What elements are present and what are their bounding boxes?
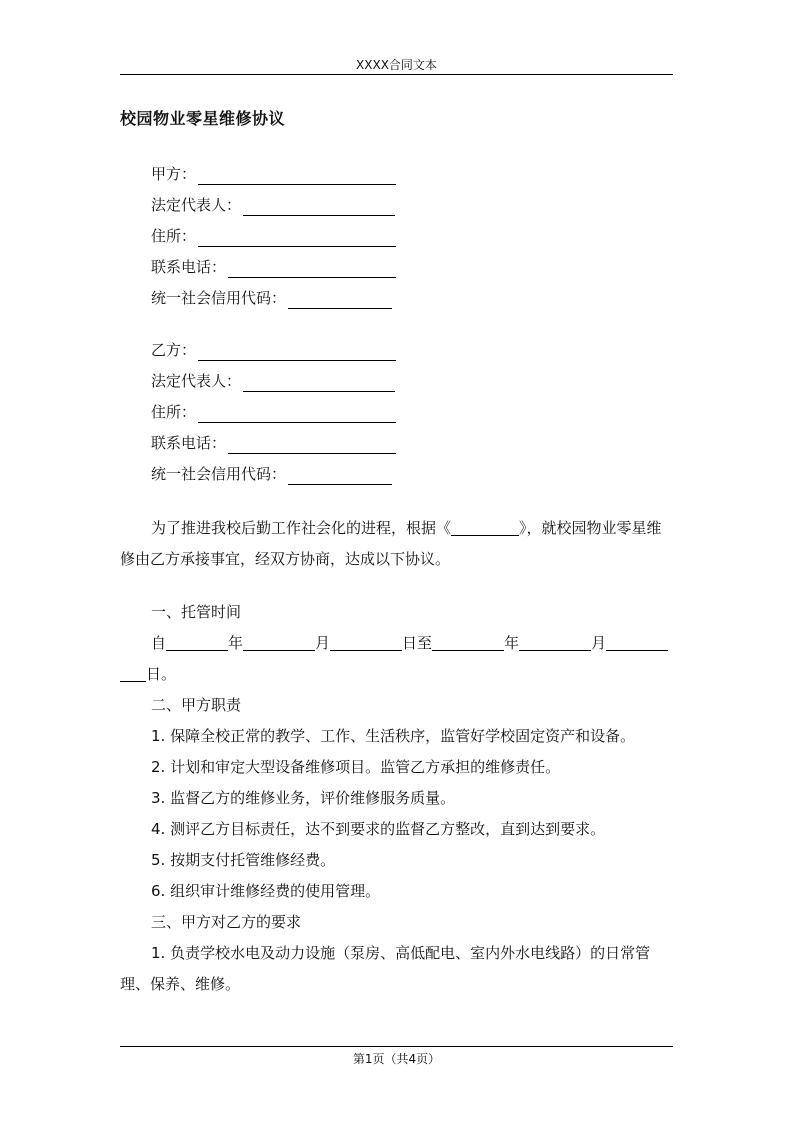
list-item: 3. 监督乙方的维修业务，评价维修服务质量。 (151, 789, 456, 807)
list-item: 1. 保障全校正常的教学、工作、生活秩序，监管好学校固定资产和设备。 (151, 727, 636, 745)
blank-line (243, 634, 315, 651)
party-a-name-field (151, 163, 396, 185)
party-b-credit-code-field (151, 463, 392, 485)
party-b-phone-field (151, 432, 396, 454)
year-label: 年 (228, 634, 244, 652)
party-a-representative-field (151, 194, 395, 216)
blank-line (451, 519, 519, 536)
blank-line (120, 665, 146, 682)
document-title: 校园物业零星维修协议 (120, 109, 286, 128)
blank-line (243, 199, 395, 216)
intro-text-1: 为了推进我校后勤工作社会化的进程，根据《 (151, 519, 452, 537)
blank-line (606, 634, 668, 651)
party-a-address-field (151, 225, 396, 247)
blank-line (228, 261, 396, 278)
section-3-heading: 三、甲方对乙方的要求 (151, 913, 302, 931)
blank-line (288, 468, 392, 485)
section-2-heading: 二、甲方职责 (151, 696, 242, 714)
field-label: 甲方： (151, 165, 197, 183)
year-label: 年 (504, 634, 520, 652)
blank-line (198, 344, 396, 361)
field-label: 法定代表人： (151, 196, 242, 214)
month-label: 月 (591, 634, 607, 652)
blank-line (228, 437, 396, 454)
blank-line (166, 634, 228, 651)
blank-line (432, 634, 504, 651)
list-item: 4. 测评乙方目标责任，达不到要求的监督乙方整改，直到达到要求。 (151, 820, 606, 838)
field-label: 法定代表人： (151, 372, 242, 390)
field-label: 统一社会信用代码： (151, 465, 287, 483)
party-a-credit-code-field (151, 287, 392, 309)
party-b-representative-field (151, 370, 395, 392)
field-label: 联系电话： (151, 434, 227, 452)
blank-line (198, 230, 396, 247)
from-label: 自 (151, 634, 167, 652)
blank-line (330, 634, 402, 651)
section-3-item-1 (120, 938, 673, 1000)
blank-line (198, 168, 396, 185)
page-footer: 第1页（共4页） (120, 1046, 673, 1067)
day-to-label: 日至 (402, 634, 433, 652)
intro-paragraph (120, 513, 673, 575)
party-b-address-field (151, 401, 396, 423)
list-item: 5. 按期支付托管维修经费。 (151, 851, 336, 869)
field-label: 联系电话： (151, 258, 227, 276)
party-a-phone-field (151, 256, 396, 278)
field-label: 乙方： (151, 341, 197, 359)
field-label: 住所： (151, 403, 197, 421)
intro-text-2: 》，就校园物业零星维修由乙方承接事宜，经双方协商，达成以下协议。 (120, 519, 662, 568)
page-header: XXXX合同文本 (120, 56, 673, 75)
list-item: 2. 计划和审定大型设备维修项目。监管乙方承担的维修责任。 (151, 758, 561, 776)
list-item: 1. 负责学校水电及动力设施（泵房、高低配电、室内外水电线路）的日常管理、保养、维修。 (120, 944, 651, 993)
month-label: 月 (315, 634, 331, 652)
section-1-heading: 一、托管时间 (151, 603, 242, 621)
day-end-label: 日。 (146, 665, 177, 683)
section-1-period (120, 628, 673, 690)
blank-line (198, 406, 396, 423)
party-b-name-field (151, 339, 396, 361)
list-item: 6. 组织审计维修经费的使用管理。 (151, 882, 381, 900)
field-label: 住所： (151, 227, 197, 245)
blank-line (519, 634, 591, 651)
field-label: 统一社会信用代码： (151, 289, 287, 307)
blank-line (243, 375, 395, 392)
blank-line (288, 292, 392, 309)
